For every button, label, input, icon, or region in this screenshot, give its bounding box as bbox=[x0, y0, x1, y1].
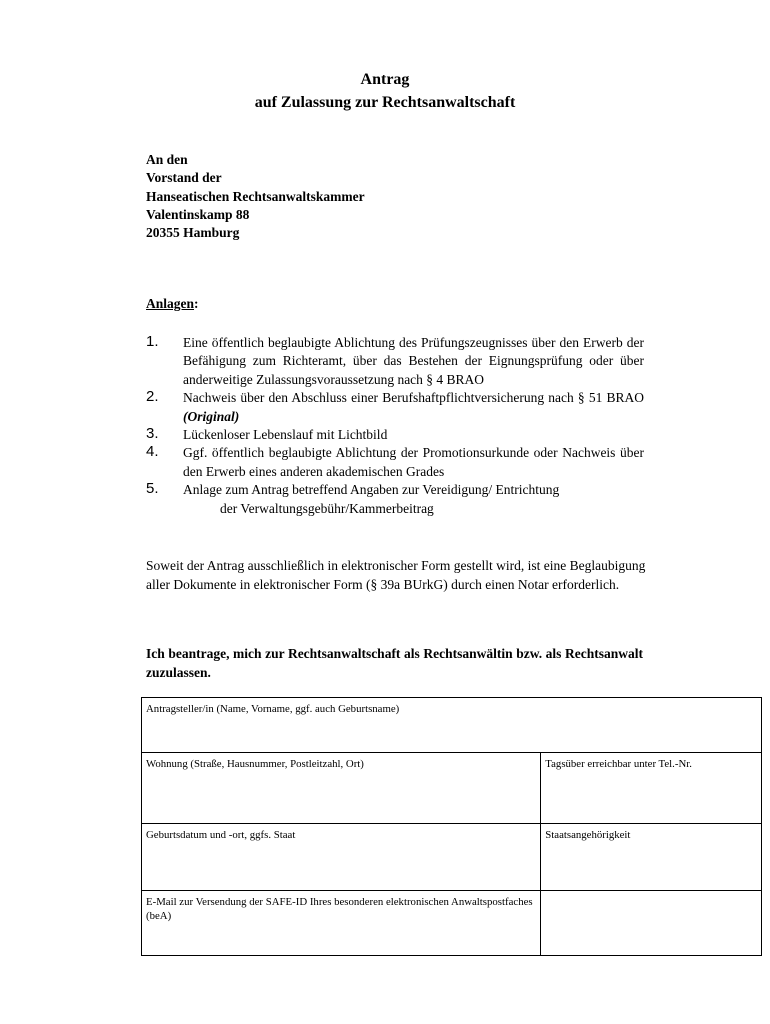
admission-request-statement: Ich beantrage, mich zur Rechtsanwaltschaft als Rechtsanwältin bzw. als Rechtsanwalt zuzulassen. bbox=[146, 646, 643, 680]
recipient-address bbox=[146, 151, 365, 242]
list-item bbox=[146, 389, 644, 426]
document-subtitle: auf Zulassung zur Rechtsanwaltschaft bbox=[254, 94, 516, 111]
birth-field[interactable] bbox=[142, 824, 541, 891]
list-item-text: Ggf. öffentlich beglaubigte Ablichtung der Promotionsurkunde oder Nachweis über den Erwerb eines anderen akademischen Grades bbox=[183, 445, 644, 479]
attachments-list bbox=[146, 334, 644, 518]
list-item-number: 3. bbox=[146, 425, 159, 443]
list-item bbox=[146, 334, 644, 389]
applicant-form-table bbox=[141, 697, 762, 956]
address-line: An den bbox=[146, 152, 188, 167]
address-line: 20355 Hamburg bbox=[146, 225, 240, 241]
address-line: Vorstand der bbox=[146, 170, 222, 186]
list-item-text bbox=[183, 481, 644, 518]
phone-field[interactable] bbox=[541, 753, 762, 824]
list-item-text bbox=[183, 389, 644, 426]
address-line: Hanseatischen Rechtsanwaltskammer bbox=[146, 188, 365, 204]
field-label: Tagsüber erreichbar unter Tel.-Nr. bbox=[545, 758, 692, 770]
list-item bbox=[146, 426, 644, 444]
list-item-text: Lückenloser Lebenslauf mit Lichtbild bbox=[183, 427, 388, 443]
list-item-number: 5. bbox=[146, 480, 159, 498]
residence-field[interactable] bbox=[142, 753, 541, 824]
list-item-text-continued: der Verwaltungsgebühr/Kammerbeitrag bbox=[220, 500, 434, 516]
field-label: Antragsteller/in (Name, Vorname, ggf. auch Geburtsname) bbox=[146, 703, 400, 715]
list-item-number: 2. bbox=[146, 388, 159, 406]
applicant-name-field[interactable] bbox=[142, 698, 762, 753]
list-item-text-main: Nachweis über den Abschluss einer Berufshaftpflichtversicherung nach § 51 BRAO bbox=[183, 390, 644, 406]
attachments-heading-colon: : bbox=[194, 296, 199, 311]
list-item-number: 4. bbox=[146, 443, 159, 461]
address-line: Valentinskamp 88 bbox=[146, 206, 250, 222]
field-label: Staatsangehörigkeit bbox=[545, 829, 631, 841]
field-label: E-Mail zur Versendung der SAFE-ID Ihres besonderen elektronischen Anwaltspostfaches (beA) bbox=[146, 896, 533, 922]
email-field[interactable] bbox=[142, 891, 541, 956]
field-label: Wohnung (Straße, Hausnummer, Postleitzahl, Ort) bbox=[146, 758, 364, 770]
list-item-text-main: Anlage zum Antrag betreffend Angaben zur Vereidigung/ Entrichtung bbox=[183, 482, 560, 498]
list-item bbox=[146, 444, 644, 481]
document-title: Antrag bbox=[360, 71, 410, 88]
nationality-field[interactable] bbox=[541, 824, 762, 891]
list-item-number: 1. bbox=[146, 333, 159, 350]
attachments-heading-label: Anlagen bbox=[146, 296, 195, 311]
list-item bbox=[146, 481, 644, 518]
list-item-emphasis: (Original) bbox=[183, 408, 240, 424]
attachments-heading bbox=[146, 296, 199, 312]
list-item-text: Eine öffentlich beglaubigte Ablichtung des Prüfungszeugnisses über den Erwerb der Befähigung zum Richteramt, über das Bestehen der Eignungsprüfung oder über anderweitige Zulassungsvoraussetzung nach § 4 BRAO bbox=[183, 335, 644, 387]
electronic-form-note: Soweit der Antrag ausschließlich in elektronischer Form gestellt wird, ist eine Beglaubigung aller Dokumente in elektronischer Form (§ 39a BUrkG) durch einen Notar erforderlich. bbox=[146, 558, 646, 592]
email-right-field[interactable] bbox=[541, 891, 762, 956]
field-label: Geburtsdatum und -ort, ggfs. Staat bbox=[146, 829, 296, 841]
